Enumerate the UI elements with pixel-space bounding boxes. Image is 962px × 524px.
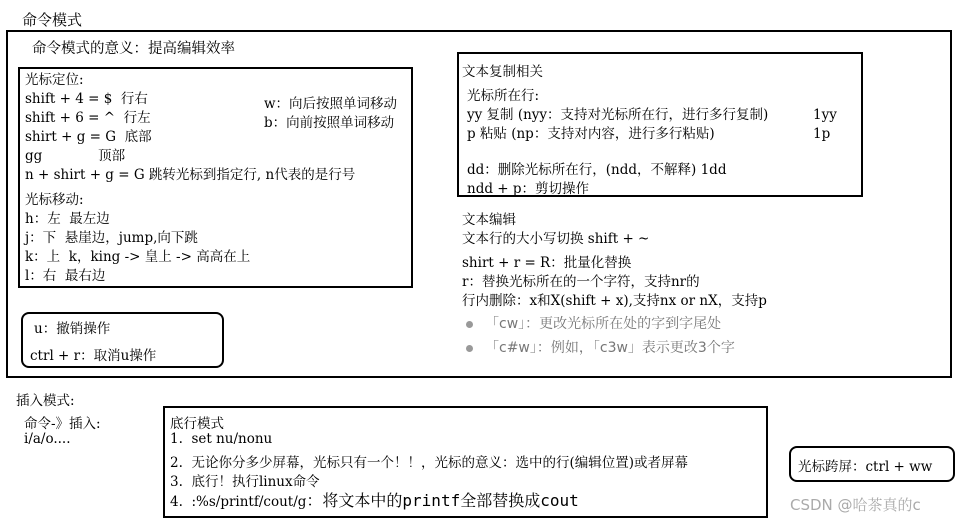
insert-line-1: 命令-》插入:: [24, 416, 101, 432]
bottom-mode-title: 底行模式: [170, 416, 224, 432]
cursor-line-3: shirt + g = G 底部: [25, 129, 152, 145]
bottom-item-4: [170, 488, 579, 511]
cross-screen-text: 光标跨屏：ctrl + ww: [798, 459, 933, 475]
cursor-move-header: 光标移动:: [25, 192, 84, 208]
bottom-item-4-command: 4. :%s/printf/cout/g: [170, 494, 307, 510]
text-edit-case: 文本行的大小写切换 shift + ~: [462, 231, 650, 247]
bottom-item-2: 2. 无论你分多少屏幕，光标只有一个！！，光标的意义：选中的行(编辑位置)或者屏幕: [170, 455, 688, 471]
bullet-icon: [466, 345, 473, 352]
text-edit-delete: 行内删除：x和X(shift + x),支持nx or nX，支持p: [462, 293, 767, 309]
move-line-l: l：右 最右边: [25, 268, 106, 284]
bottom-item-3: 3. 底行！执行linux命令: [170, 474, 320, 490]
copy-title: 文本复制相关: [462, 64, 543, 80]
bullet-item-cnw: [466, 337, 735, 357]
bullet-text: 「cw」：更改光标所在处的字到字尾处: [485, 316, 722, 332]
insert-title: 插入模式:: [16, 393, 75, 409]
undo-title: u：撤销操作: [34, 321, 111, 337]
cursor-line-4: gg 顶部: [25, 148, 126, 164]
bullet-text: 「c#w」：例如，「c3w」表示更改3个字: [485, 340, 735, 356]
command-meaning: 命令模式的意义：提高编辑效率: [32, 41, 235, 57]
page-title: 命令模式: [22, 11, 83, 29]
watermark: CSDN @哈茶真的c: [790, 496, 921, 514]
copy-yy: yy 复制 (nyy：支持对光标所在行，进行多行复制): [467, 107, 769, 123]
bottom-item-1: 1. set nu/nonu: [170, 431, 273, 447]
bottom-item-4-description: ：将文本中的printf全部替换成cout: [306, 491, 579, 510]
move-line-h: h：左 最左边: [25, 211, 110, 227]
copy-dd: dd：删除光标所在行，(ndd，不解释) 1dd: [467, 162, 727, 178]
cursor-line-5: n + shirt + g = G 跳转光标到指定行, n代表的是行号: [25, 167, 356, 183]
copy-cut: ndd + p：剪切操作: [467, 181, 590, 197]
word-move-b: b：向前按照单词移动: [264, 115, 395, 131]
copy-subtitle: 光标所在行:: [467, 88, 540, 104]
insert-line-2: i/a/o....: [24, 431, 71, 447]
cursor-position-header: 光标定位:: [25, 72, 84, 88]
cursor-line-1: shift + 4 = $ 行右: [25, 91, 148, 107]
cursor-line-2: shift + 6 = ^ 行左: [25, 110, 151, 126]
bullet-item-cw: [466, 313, 721, 333]
copy-p-short: 1p: [813, 126, 831, 142]
text-edit-replace-all: shirt + r = R：批量化替换: [462, 255, 632, 271]
word-move-w: w：向后按照单词移动: [264, 96, 398, 112]
bullet-icon: [466, 321, 473, 328]
text-edit-replace-one: r：替换光标所在的一个字符，支持nr的: [462, 274, 700, 290]
move-line-j: j：下 悬崖边，jump,向下跳: [25, 230, 198, 246]
move-line-k: k：上 k，king -> 皇上 -> 高高在上: [25, 249, 251, 265]
copy-yy-short: 1yy: [813, 107, 837, 123]
undo-line: ctrl + r：取消u操作: [30, 348, 157, 364]
copy-p: p 粘贴 (np：支持对内容，进行多行粘贴): [467, 126, 715, 142]
text-edit-title: 文本编辑: [462, 212, 516, 228]
